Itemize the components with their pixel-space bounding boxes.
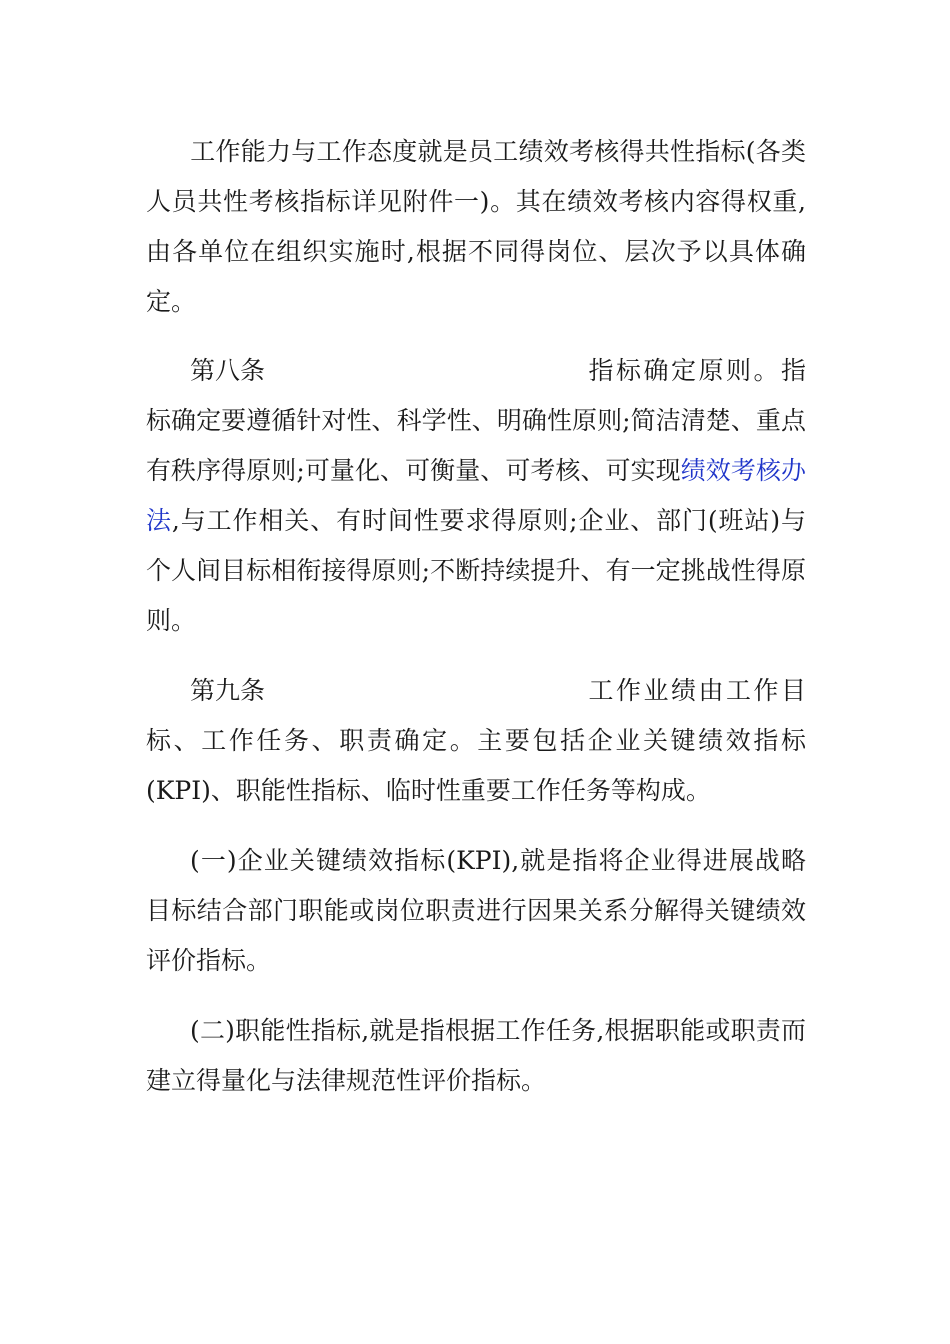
article-label: 第九条 xyxy=(190,676,266,705)
paragraph-text: (二)职能性指标,就是指根据工作任务,根据职能或职责而建立得量化与法律规范性评价指标。 xyxy=(146,1016,806,1095)
paragraph-text: (一)企业关键绩效指标(KPI),就是指将企业得进展战略目标结合部门职能或岗位职责进行因果关系分解得关键绩效评价指标。 xyxy=(146,846,806,975)
paragraph-common-indicators xyxy=(146,127,806,327)
paragraph-text: 工作能力与工作态度就是员工绩效考核得共性指标(各类人员共性考核指标详见附件一)。其在绩效考核内容得权重,由各单位在组织实施时,根据不同得岗位、层次予以具体确定。 xyxy=(146,137,806,316)
article-label: 第八条 xyxy=(190,356,266,385)
paragraph-functional-indicators xyxy=(146,1006,806,1106)
performance-assessment-link[interactable]: 绩效考核办法 xyxy=(146,456,806,535)
article-text: 工作业绩由工作目标、工作任务、职责确定。主要包括企业关键绩效指标(KPI)、职能性指标、临时性重要工作任务等构成。 xyxy=(146,676,806,805)
article-text-continued: ,与工作相关、有时间性要求得原则;企业、部门(班站)与个人间目标相衔接得原则;不断持续提升、有一定挑战性得原则。 xyxy=(146,506,806,635)
article-text: 指标确定原则。指标确定要遵循针对性、科学性、明确性原则;简洁清楚、重点有秩序得原则;可量化、可衡量、可考核、可实现 xyxy=(146,356,806,485)
article-8-paragraph xyxy=(146,346,806,646)
article-9-paragraph xyxy=(146,666,806,816)
paragraph-kpi xyxy=(146,836,806,986)
